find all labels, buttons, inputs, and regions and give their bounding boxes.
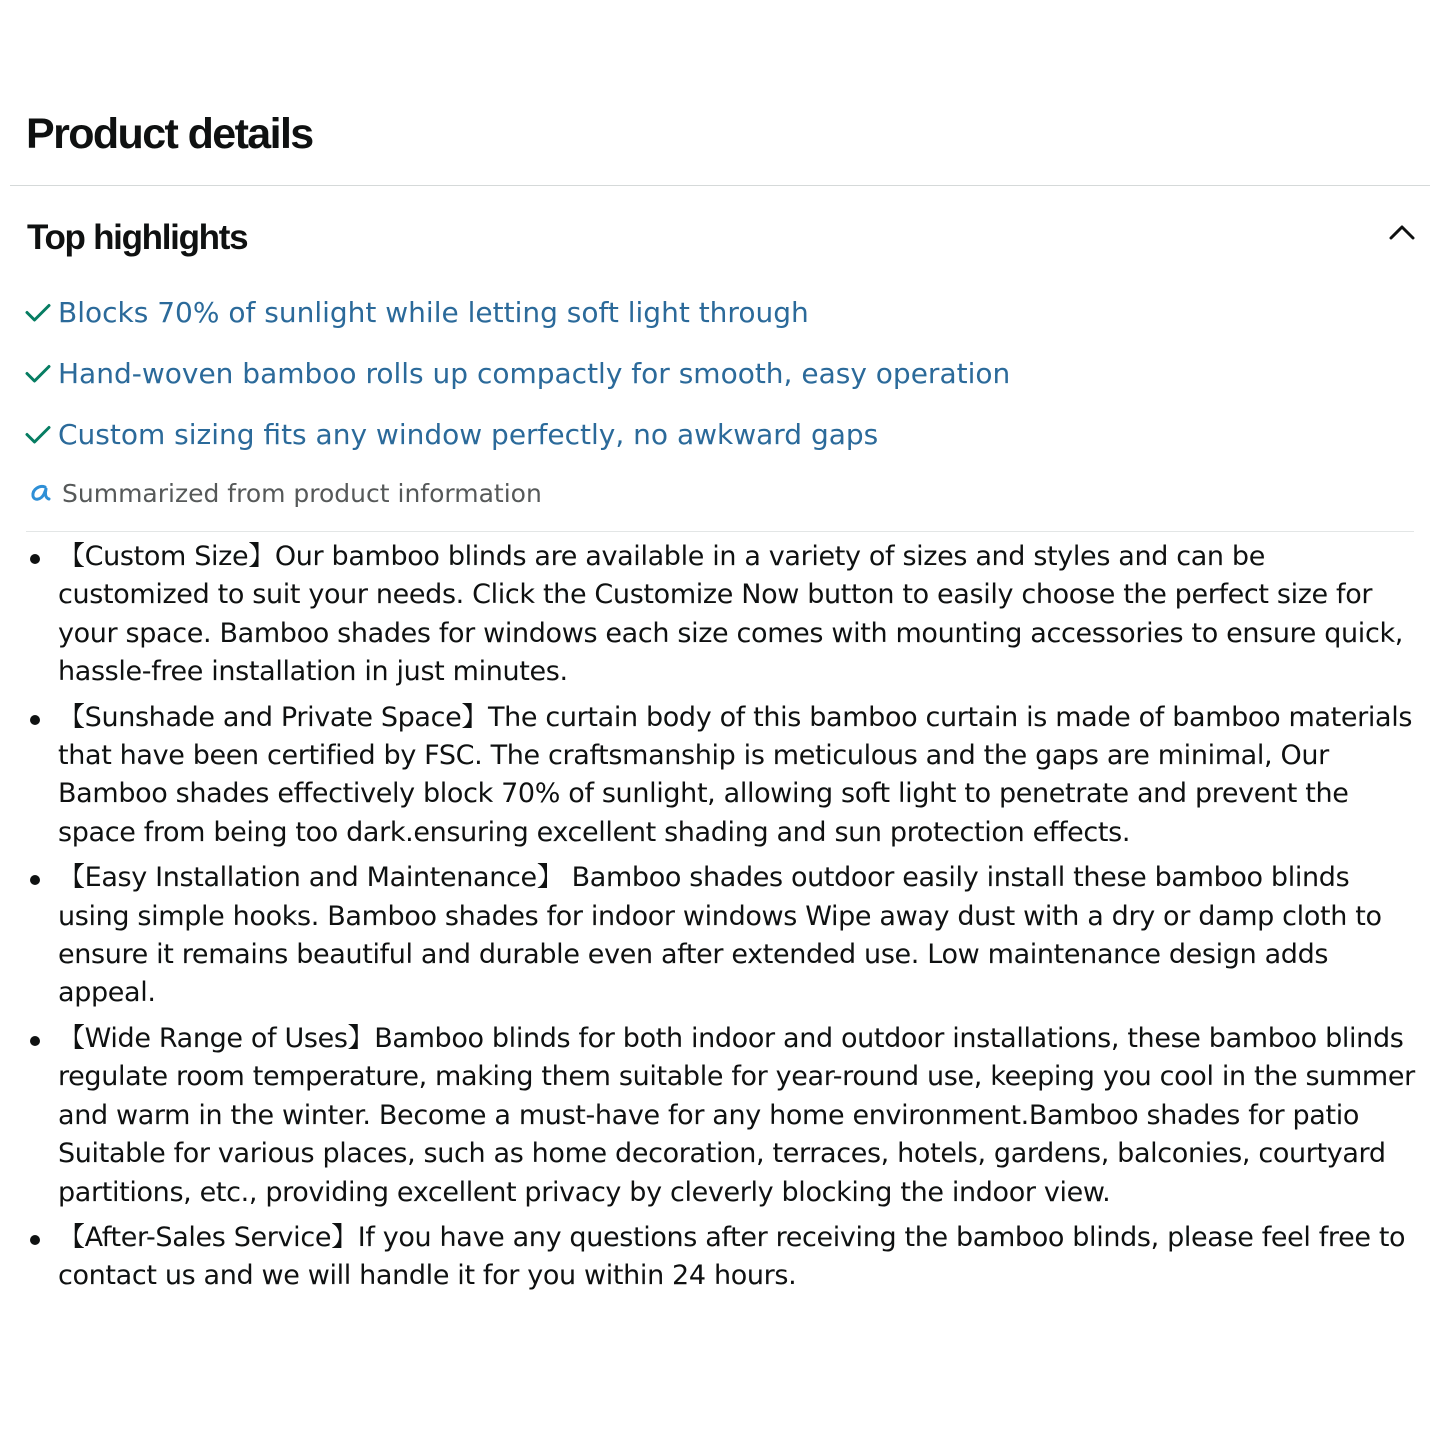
- feature-bullet: [0, 859, 1440, 1013]
- bullet-dot: [30, 715, 40, 725]
- highlight-text[interactable]: Hand-woven bamboo rolls up compactly for smooth, easy operation: [58, 356, 1011, 390]
- highlight-text[interactable]: Blocks 70% of sunlight while letting soft light through: [58, 295, 809, 329]
- top-highlights-header[interactable]: [0, 210, 1440, 266]
- bullet-dot: [30, 554, 40, 564]
- top-highlights-title: Top highlights: [27, 218, 248, 257]
- summary-text: Summarized from product information: [62, 478, 542, 508]
- chevron-up-icon[interactable]: [1385, 216, 1419, 250]
- page-title: Product details: [26, 110, 313, 158]
- highlight-text[interactable]: Custom sizing fits any window perfectly, no awkward gaps: [58, 417, 879, 451]
- highlights-divider: [26, 531, 1414, 532]
- bullet-dot: [30, 1036, 40, 1046]
- highlight-item[interactable]: [24, 292, 809, 332]
- highlight-item[interactable]: [24, 353, 1010, 393]
- bullet-dot: [30, 1235, 40, 1245]
- ai-summary-note: [28, 474, 542, 512]
- highlight-item[interactable]: [24, 414, 878, 454]
- ai-sparkle-icon: [28, 481, 52, 505]
- feature-bullet-text: 【Easy Installation and Maintenance】 Bamboo shades outdoor easily install these bamboo blinds using simple hooks. Bamboo shades for indoor windows Wipe away dust with a dry or damp cloth to ensure it remains beautiful and durable even after extended use. Low maintenance design adds appeal.: [58, 862, 1382, 1009]
- feature-bullet-list: [0, 538, 1440, 1303]
- bullet-dot: [30, 875, 40, 885]
- section-divider: [10, 185, 1430, 186]
- feature-bullet: [0, 1020, 1440, 1212]
- checkmark-icon: [24, 420, 52, 448]
- checkmark-icon: [24, 298, 52, 326]
- checkmark-icon: [24, 359, 52, 387]
- feature-bullet: [0, 538, 1440, 692]
- feature-bullet: [0, 699, 1440, 853]
- feature-bullet-text: 【Wide Range of Uses】Bamboo blinds for both indoor and outdoor installations, these bamboo blinds regulate room temperature, making them suitable for year-round use, keeping you cool in the summer and warm in the winter. Become a must-have for any home environment.Bamboo shades for patio Suitable for various places, such as home decoration, terraces, hotels, gardens, balconies, courtyard partitions, etc., providing excellent privacy by cleverly blocking the indoor view.: [58, 1022, 1415, 1208]
- feature-bullet-text: 【Sunshade and Private Space】The curtain body of this bamboo curtain is made of bamboo materials that have been certified by FSC. The craftsmanship is meticulous and the gaps are minimal, Our Bamboo shades effectively block 70% of sunlight, allowing soft light to penetrate and prevent the space from being too dark.ensuring excellent shading and sun protection effects.: [58, 701, 1413, 848]
- feature-bullet-text: 【Custom Size】Our bamboo blinds are available in a variety of sizes and styles and can be customized to suit your needs. Click the Customize Now button to easily choose the perfect size for your space. Bamboo shades for windows each size comes with mounting accessories to ensure quick, hassle-free installation in just minutes.: [58, 541, 1403, 688]
- feature-bullet: [0, 1219, 1440, 1296]
- feature-bullet-text: 【After-Sales Service】If you have any questions after receiving the bamboo blinds, please feel free to contact us and we will handle it for you within 24 hours.: [58, 1221, 1406, 1292]
